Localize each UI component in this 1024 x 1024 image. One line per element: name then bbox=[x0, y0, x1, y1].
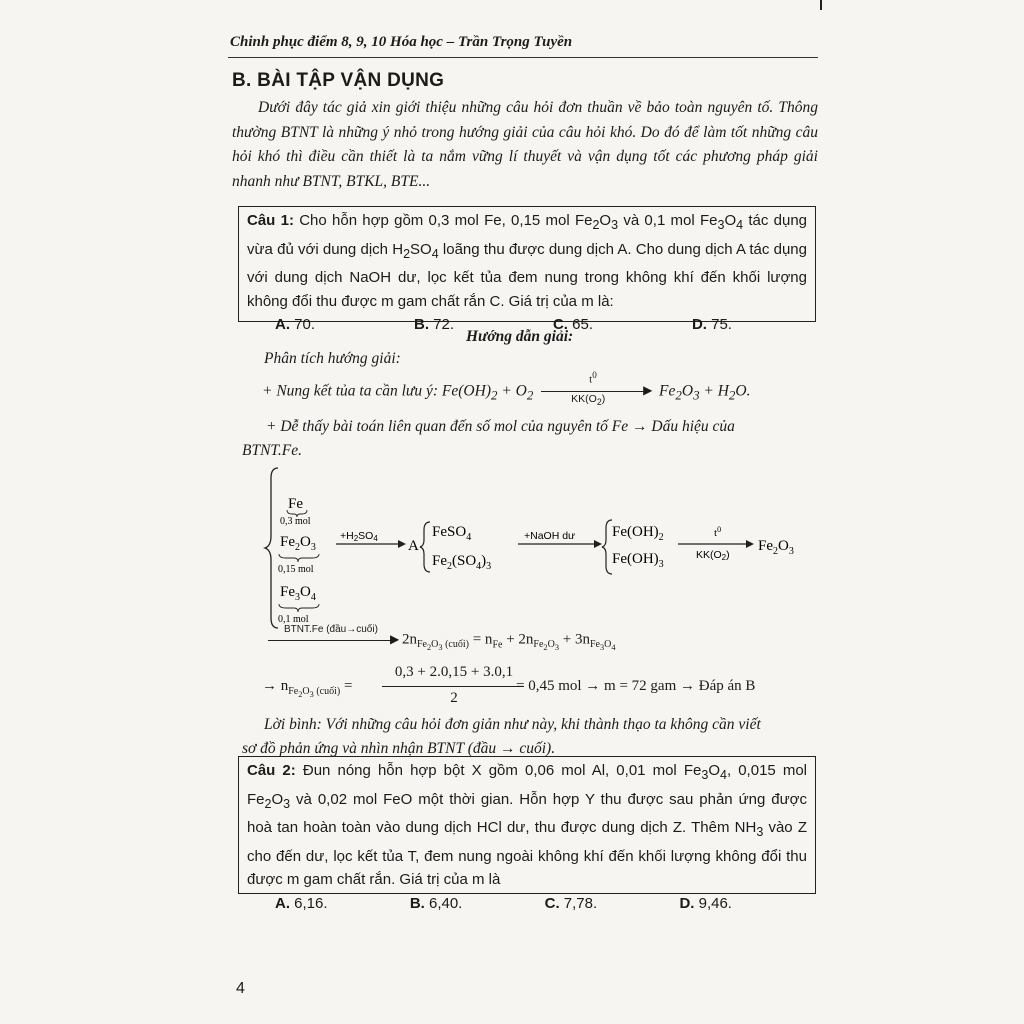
sub-3: 3 bbox=[438, 643, 443, 653]
scheme-fe2so43: $Fe_2(SO_4)_3$ bbox=[432, 553, 492, 572]
underbrace-fe2o3 bbox=[279, 554, 319, 562]
left-brace bbox=[265, 468, 278, 628]
remark-line-2: sơ đồ phản ứng và nhìn nhận BTNT (đầu → cuối). bbox=[242, 740, 556, 757]
feoh3-sub: 3 bbox=[658, 559, 664, 570]
eq1-plus3-sub bbox=[589, 639, 616, 653]
answer-option bbox=[275, 313, 315, 337]
sub-cuoi: (cuối) bbox=[313, 686, 341, 697]
eq2-lhs bbox=[262, 678, 352, 699]
scheme-fe2o3-mol: 0,15 mol bbox=[278, 564, 314, 575]
fe2o3-sub3: 3 bbox=[310, 542, 316, 553]
arrow1-so: SO bbox=[358, 530, 374, 542]
q1-sub: 3 bbox=[717, 218, 725, 232]
answer-option bbox=[410, 892, 463, 916]
remark-line-1: Lời bình: Với những câu hỏi đơn giản như này, khi thành thạo ta không cần viết bbox=[264, 716, 761, 733]
answer-letter: A. bbox=[275, 316, 290, 333]
feoh2-text: Fe(OH) bbox=[612, 524, 659, 540]
btnt-arrow-line bbox=[268, 640, 392, 641]
feoh3-text: Fe(OH) bbox=[612, 551, 659, 567]
guide-title: Hướng dẫn giải: bbox=[466, 328, 574, 345]
q2-text-part: Đun nóng hỗn hợp bột X gồm 0,06 mol Al, 0,01 mol Fe bbox=[295, 762, 702, 779]
sub-3: 3 bbox=[554, 643, 559, 653]
final-o: O bbox=[778, 538, 789, 554]
q1-text-part: Cho hỗn hợp gồm 0,3 mol Fe, 0,15 mol Fe bbox=[293, 212, 593, 229]
bullet-2: + Dễ thấy bài toán liên quan đến số mol của nguyên tố Fe → Dấu hiệu của bbox=[266, 418, 735, 435]
answer-value: 7,78. bbox=[559, 894, 598, 912]
answer-value: 70. bbox=[290, 316, 316, 333]
arrow-label-text: KK(O bbox=[571, 393, 597, 405]
answer-value: 6,16. bbox=[290, 894, 328, 912]
fe2so43-sub3: 3 bbox=[486, 561, 492, 572]
eq-part: Fe bbox=[659, 382, 676, 400]
answer-letter: B. bbox=[409, 894, 425, 912]
eq-sub: 2 bbox=[526, 387, 534, 403]
arrow1-head bbox=[398, 540, 406, 548]
answer-value: 65. bbox=[567, 316, 593, 333]
feoh2-sub: 2 bbox=[658, 532, 664, 543]
scheme-feso4 bbox=[432, 524, 471, 543]
fe2so43-sub4: 4 bbox=[476, 561, 482, 572]
q1-sub: 2 bbox=[592, 218, 600, 232]
running-head: Chinh phục điểm 8, 9, 10 Hóa học – Trần Trọng Tuyền bbox=[230, 34, 573, 50]
arrow-label-text: t bbox=[589, 373, 593, 386]
sub-2: 2 bbox=[298, 690, 303, 699]
arrow3-bottom bbox=[696, 549, 730, 562]
arrow3-top bbox=[714, 525, 721, 539]
scheme-fe2o3 bbox=[280, 534, 316, 553]
q1-text-part: SO bbox=[410, 240, 432, 258]
q1-text-part: và 0,1 mol Fe bbox=[618, 212, 718, 229]
q1-text-part: tác dụng vừa đủ với dung dịch H bbox=[247, 212, 807, 258]
fe2o3-sub2: 2 bbox=[295, 542, 300, 553]
answer-letter: D. bbox=[691, 316, 707, 333]
arrow-bottom-label bbox=[571, 393, 605, 407]
answer-option bbox=[679, 892, 732, 916]
arrow3-t: t bbox=[714, 527, 718, 539]
answer-letter: A. bbox=[275, 894, 290, 912]
q1-sub: 3 bbox=[611, 218, 619, 232]
scheme-fe: Fe bbox=[288, 496, 303, 512]
question-2-label: Câu 2: bbox=[247, 762, 296, 779]
bullet-1-prefix: + Nung kết tủa ta cần lưu ý: bbox=[262, 382, 442, 400]
page-edge-mark bbox=[820, 0, 822, 10]
answer-option bbox=[275, 892, 328, 916]
q2-sub: 4 bbox=[720, 768, 727, 782]
reaction-scheme bbox=[240, 462, 830, 634]
intro-paragraph: Dưới đây tác giả xin giới thiệu những câu hỏi đơn thuần về bảo toàn nguyên tố. Thông thường BTNT là những ý nhỏ trong hướng giải của câu hỏi khó. Do đó để làm tốt những câu hỏi khó thì điều cần thiết là ta nắm vững lí thuyết và vận dụng tốt các phương pháp giải nhanh như BTNT, BTKL, BTE... bbox=[232, 99, 818, 190]
eq1-plus3: + 3n bbox=[558, 631, 590, 648]
q2-text-part: và 0,02 mol FeO một thời gian. Hỗn hợp Y thu được sau phản ứng được hoà tan hoàn toàn vào dung dịch HCl dư, thu được dung dịch Z. Thêm NH bbox=[247, 790, 807, 836]
question-2-text bbox=[247, 759, 807, 892]
arrow1-label bbox=[340, 530, 378, 543]
q1-text-part: O bbox=[599, 212, 612, 229]
arrow-label-sub: 2 bbox=[596, 397, 602, 408]
arrow2-label: +NaOH dư bbox=[524, 530, 576, 542]
brace-b bbox=[602, 520, 612, 574]
answer-option bbox=[692, 313, 732, 337]
q2-text-part: vào Z cho đến dư, lọc kết tủa T, đem nung ngoài không khí đến khối lượng không đổi thu được m gam chất rắn. Giá trị của m là bbox=[247, 819, 807, 888]
q1-text-part: loãng thu được dung dịch A. Cho dung dịch A tác dụng với dung dịch NaOH dư, lọc kết tủa đem nung trong không khí đến khối lượng không đổi thu được m gam chất rắn C. Giá trị của m là: bbox=[247, 240, 807, 310]
eq2-result: = 0,45 mol → m = 72 gam → Đáp án B bbox=[516, 678, 756, 694]
btnt-equation bbox=[266, 624, 616, 653]
question-2-answers bbox=[247, 892, 807, 916]
q1-sub: 4 bbox=[736, 218, 744, 232]
section-title: B. BÀI TẬP VẬN DỤNG bbox=[232, 70, 445, 91]
q2-sub: 2 bbox=[264, 796, 272, 811]
answer-letter: C. bbox=[544, 894, 560, 912]
sub-fe: Fe bbox=[417, 639, 427, 651]
eq2-equals: = bbox=[340, 678, 353, 694]
sub-3: 3 bbox=[599, 643, 605, 653]
eq-part: O bbox=[681, 382, 694, 400]
question-2-box bbox=[238, 756, 816, 912]
question-1-text bbox=[247, 209, 807, 313]
question-1-label: Câu 1: bbox=[247, 212, 294, 229]
btnt-arrow-label: BTNT.Fe (đầu→cuối) bbox=[284, 624, 378, 635]
arrow1-h: +H bbox=[340, 530, 354, 542]
eq1-sub bbox=[417, 639, 469, 653]
eq2-sub bbox=[288, 686, 340, 697]
sub-o: O bbox=[604, 639, 612, 651]
arrow-label-text: ) bbox=[601, 393, 606, 405]
sub-o: O bbox=[302, 686, 310, 697]
question-1-box bbox=[238, 206, 816, 333]
underbrace-fe3o4 bbox=[279, 604, 319, 612]
scheme-feoh3 bbox=[612, 551, 664, 570]
brace-a bbox=[420, 522, 430, 572]
final-fe: Fe bbox=[758, 538, 773, 554]
sub-4: 4 bbox=[611, 643, 616, 653]
eq-sub: 2 bbox=[490, 387, 498, 403]
arrow-line bbox=[541, 391, 647, 392]
q1-text-part: O bbox=[724, 212, 737, 229]
feso4-sub: 4 bbox=[466, 532, 472, 543]
eq1-plus2-sub bbox=[533, 639, 559, 653]
arrow1-sub4: 4 bbox=[373, 534, 378, 543]
sub-fe: Fe bbox=[288, 686, 299, 697]
bullet-1 bbox=[262, 370, 751, 408]
fraction-denominator: 2 bbox=[450, 690, 458, 706]
feso4-text: FeSO bbox=[432, 524, 467, 540]
fraction-numerator: 0,3 + 2.0,15 + 3.0,1 bbox=[394, 664, 514, 680]
arrow3-kk: KK(O bbox=[696, 549, 722, 561]
sub-cuoi: (cuối) bbox=[442, 639, 469, 651]
sub-3: 3 bbox=[309, 690, 314, 699]
arrow3-close: ) bbox=[726, 549, 730, 561]
eq-part: + H bbox=[699, 382, 729, 400]
eq-sub: 2 bbox=[675, 387, 682, 403]
scheme-a: A bbox=[408, 538, 419, 554]
fe2o3-fe: Fe bbox=[280, 534, 295, 550]
eq1-lhs: 2n bbox=[402, 631, 417, 648]
btnt-arrow bbox=[266, 624, 402, 650]
reaction-arrow bbox=[537, 370, 655, 408]
eq-part: Fe(OH) bbox=[441, 382, 491, 400]
scheme-feoh2 bbox=[612, 524, 664, 543]
arrow-head: ▶ bbox=[643, 383, 653, 397]
sub-fe: Fe bbox=[589, 639, 600, 651]
eq1-plus2: + 2n bbox=[502, 631, 534, 648]
scheme-fe-mol: 0,3 mol bbox=[280, 516, 311, 527]
fe3o4-o: O bbox=[300, 584, 311, 600]
fe2o3-o: O bbox=[300, 534, 311, 550]
fe3o4-sub3: 3 bbox=[295, 592, 300, 603]
answer-letter: B. bbox=[413, 316, 429, 333]
sub-fe: Fe bbox=[533, 639, 544, 651]
q2-sub: 3 bbox=[701, 768, 709, 782]
q1-sub: 4 bbox=[431, 246, 439, 261]
scheme-fe3o4 bbox=[280, 584, 316, 603]
q2-text-part: O bbox=[271, 790, 284, 808]
eq-sub: 2 bbox=[728, 387, 736, 403]
q2-sub: 3 bbox=[283, 796, 291, 811]
eq1-rhs-sub: Fe bbox=[492, 639, 503, 651]
arrow-top-label bbox=[589, 370, 597, 386]
final-sub3: 3 bbox=[788, 546, 794, 557]
answer-value: 6,40. bbox=[424, 894, 463, 912]
eq1-rhs: = n bbox=[472, 631, 493, 648]
answer-letter: C. bbox=[552, 316, 568, 333]
answer-letter: D. bbox=[679, 894, 695, 912]
fe3o4-fe: Fe bbox=[280, 584, 295, 600]
fraction-bar bbox=[382, 686, 524, 687]
sub-2: 2 bbox=[427, 643, 432, 653]
arrow3-sup: 0 bbox=[717, 525, 722, 534]
arrow-label-sup: 0 bbox=[592, 370, 597, 380]
page-number: 4 bbox=[236, 980, 245, 997]
final-sub2: 2 bbox=[773, 546, 778, 557]
eq-sub: 3 bbox=[693, 387, 700, 403]
q2-text-part: O bbox=[708, 762, 720, 779]
fe2so43-fe: Fe bbox=[432, 553, 447, 569]
answer-option bbox=[545, 892, 598, 916]
answer-value: 9,46. bbox=[694, 894, 732, 912]
q2-sub: 3 bbox=[756, 825, 764, 839]
q2-text-part: , 0,015 mol Fe bbox=[247, 762, 808, 808]
bullet-2-continued: BTNT.Fe. bbox=[242, 442, 302, 459]
fe2so43-sub2: 2 bbox=[447, 561, 452, 572]
q1-sub: 2 bbox=[403, 246, 411, 261]
scheme-final bbox=[758, 538, 794, 557]
eq-part: O. bbox=[735, 382, 751, 400]
fe3o4-sub4: 4 bbox=[310, 592, 316, 603]
sub-2: 2 bbox=[543, 643, 548, 653]
sub-o: O bbox=[547, 639, 555, 651]
scheme-fe3o4-mol: 0,1 mol bbox=[278, 614, 309, 625]
arrow1-sub2: 2 bbox=[353, 534, 359, 543]
arrow3-sub: 2 bbox=[721, 553, 727, 562]
arrow2-head bbox=[594, 540, 602, 548]
answer-option bbox=[414, 313, 454, 337]
eq2-lead: → n bbox=[262, 678, 289, 694]
sub-o: O bbox=[431, 639, 439, 651]
answer-value: 75. bbox=[706, 316, 732, 333]
arrow3-head bbox=[746, 540, 754, 548]
header-rule bbox=[228, 57, 818, 58]
eq-part: + O bbox=[497, 382, 527, 400]
analysis-label: Phân tích hướng giải: bbox=[264, 350, 401, 367]
answer-value: 72. bbox=[428, 316, 455, 333]
btnt-arrow-head: ▶ bbox=[390, 632, 400, 646]
